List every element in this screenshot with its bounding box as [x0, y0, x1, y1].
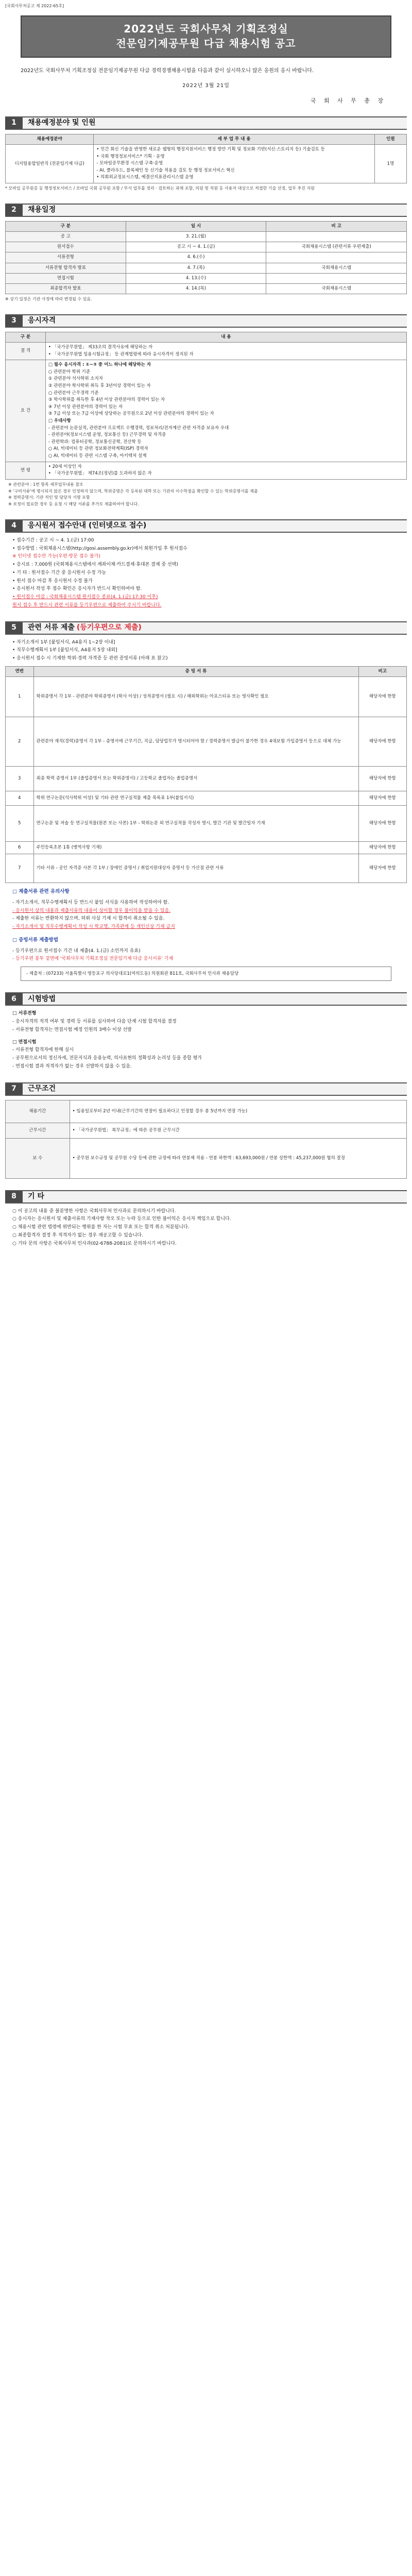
- application-item: • 응시료 : 7,000원 (국회채용시스템에서 계좌이체·카드결제·휴대폰 결제 중 선택): [12, 562, 178, 568]
- issuer: 국 회 사 무 총 장: [310, 97, 386, 104]
- schedule-note: 국회채용시스템 (관련서류 우편제출): [266, 242, 407, 252]
- doc-remark: 해당자에 한함: [358, 717, 406, 767]
- caution-item: - 제출한 서류는 반환하지 않으며, 허위 사실 기재 시 합격이 취소될 수 있음.: [12, 916, 165, 922]
- table-header: 내 용: [45, 332, 406, 342]
- table-header: 채용예정분야: [6, 134, 94, 144]
- duty-line: • 국회 행정정보서비스* 기획 · 운영: [96, 154, 165, 159]
- positions-note: * 모바일 공무원증 등 행정정보서비스 / 모바일 국회 공무원 포함 / 부서 업무를 정리 · 검토하는 과제 포함, 의원 및 직원 등 사용자 대상으로 적절한 기술 선정, 업무 추진 지원: [5, 186, 315, 191]
- section-number: 8: [5, 1191, 23, 1202]
- table-row: [6, 806, 407, 842]
- schedule-item: 면접시험: [6, 273, 126, 283]
- req-line: - 관련분야(정보시스템 운영, 정보통신 등) 근무경력 및 자격증: [48, 432, 166, 438]
- schedule-date: 4. 6.(수): [126, 252, 266, 263]
- section-title: 근무조건: [28, 1084, 56, 1093]
- doc-desc: 기타 서류 - 공인 자격증 사본 각 1부 / 장애인 증명서 / 취업지원대상자 증명서 등 가산점 관련 서류: [33, 854, 358, 883]
- doc-remark: 해당자에 한함: [358, 806, 406, 842]
- schedule-note: [266, 273, 407, 283]
- documents-table: [5, 666, 407, 883]
- application-item: • 원서접수 마감 : 국회채용시스템 원서접수 종료(4. 1.(금) 17:30 이후): [12, 595, 158, 600]
- table-header: 구 분: [6, 221, 126, 231]
- position-field: 디지털융합일반직 (전문임기제 다급): [6, 145, 94, 183]
- mail-item: - 등기우편으로 원서접수 기간 내 제출(4. 1.(금) 소인까지 유효): [12, 948, 141, 954]
- req-line: □ 우대사항: [48, 418, 71, 423]
- table-row: [6, 1100, 407, 1123]
- spacer: [12, 1035, 400, 1039]
- table-row: [6, 263, 407, 273]
- schedule-note: [266, 232, 407, 242]
- schedule-note: 국회채용시스템: [266, 283, 407, 294]
- duty-line: • 의회외교정보시스템, 예결산지표관리시스템 운영: [96, 175, 194, 180]
- exam-item: □ 면접시험: [12, 1039, 37, 1045]
- section-title: 응시원서 접수안내 (인터넷으로 접수): [28, 521, 147, 530]
- title-banner: [21, 15, 391, 58]
- notice-number: [국회사무처공고 제 2022-65호]: [5, 4, 64, 8]
- req-label: 요 건: [6, 360, 46, 462]
- duty-line: - AI, 클라우드, 블록체인 등 신기술 적용을 검토 등 행정 정보서비스 혁신: [96, 167, 235, 173]
- table-row: [6, 842, 407, 854]
- condition-value: • 「국가공무원법」 복무규정」에 따른 공무원 근무시간: [70, 1123, 406, 1138]
- caution-item: - 응시원서 상의 내용과 제출서류의 내용이 상이할 경우 불이익을 받을 수 있음.: [12, 908, 171, 913]
- etc-item: ○ 응시자는 응시원서 및 제출서류의 기재사항 착오 또는 누락 등으로 인한 불이익은 응시자 책임으로 합니다.: [12, 1216, 231, 1222]
- req-line: ○ 관련분야 근무경력 기준: [48, 390, 99, 396]
- schedule-date: 4. 14.(목): [126, 283, 266, 294]
- schedule-date: 공고 시 ~ 4. 1.(금): [126, 242, 266, 252]
- documents-intro: [12, 639, 400, 663]
- section-6-header: [5, 992, 407, 1006]
- age-line: • 20세 이상인 자: [48, 464, 82, 469]
- exam-item: - 서류전형 합격자는 면접시험 예정 인원의 3배수 이상 선발: [12, 1027, 132, 1032]
- table-header: 인원: [374, 134, 406, 144]
- doc-desc: 학위증명서 각 1부 - 관련분야 학위증명서 (학사 이상) / 성적증명서 (필요 시) / 해외학위는 아포스티유 또는 영사확인 필요: [33, 677, 358, 717]
- section-number: 5: [5, 622, 23, 634]
- doc-remark: 해당자에 한함: [358, 677, 406, 717]
- section-number: 4: [5, 520, 23, 532]
- schedule-date: 4. 7.(목): [126, 263, 266, 273]
- doc-remark: 해당자에 한함: [358, 767, 406, 791]
- doc-desc: 주민등록초본 1통 (병역사항 기재): [33, 842, 358, 854]
- doc-remark: 해당자에 한함: [358, 854, 406, 883]
- doc-no: 1: [6, 677, 34, 717]
- section-8-header: [5, 1190, 407, 1204]
- work-conditions-table: [5, 1100, 407, 1179]
- section-2-header: [5, 204, 407, 217]
- disqual-content: [45, 343, 406, 360]
- table-row: [6, 677, 407, 717]
- duty-line: - 모바일공무환경 시스템 구축·운영: [96, 161, 163, 166]
- schedule-table: [5, 221, 407, 294]
- caution-heading: □ 제출서류 관련 유의사항: [12, 889, 70, 895]
- documents-intro-line: • 응시원서 접수 시 기재한 학위·경력 자격증 등 관련 증빙서류 (아래 표 참고): [12, 656, 168, 662]
- exam-item: - 서류전형 합격자에 한해 실시: [12, 1047, 74, 1053]
- exam-item: - 공무원으로서의 정신자세, 전문지식과 응용능력, 의사표현의 정확성과 논리성 등을 종합 평가: [12, 1056, 202, 1061]
- table-header: 비고: [358, 666, 406, 676]
- section-7-header: [5, 1082, 407, 1096]
- exam-item: - 응시자격의 적격 여부 및 경력 등 서류를 심사하여 다음 단계 시험 합격자를 결정: [12, 1019, 177, 1025]
- schedule-note: [266, 252, 407, 263]
- application-item: • 응시원서 작성 후 접수 확인은 응시자가 반드시 확인하여야 함.: [12, 586, 142, 592]
- req-line: ○ AI, 빅데이터 등 관련 시스템 구축, 아키텍처 설계: [48, 453, 147, 459]
- table-row: [6, 767, 407, 791]
- table-header: 일 시: [126, 221, 266, 231]
- doc-no: 2: [6, 717, 34, 767]
- note-line: ※ 경력증명서: 기관 직인 및 담당자 서명 포함: [8, 495, 90, 500]
- disqual-line: • 「국가공무원법 임용시험규정」 등 관계법령에 따라 응시자격이 정지된 자: [48, 351, 194, 357]
- application-item: • 접수방법 : 국회채용시스템(http://gosi.assembly.go.kr)에서 회원가입 후 원서접수: [12, 546, 187, 551]
- doc-no: 5: [6, 806, 34, 842]
- section-number: 1: [5, 117, 23, 129]
- age-line: • 「국가공무원법」 제74조(정년)를 도과하지 않은 자: [48, 471, 152, 477]
- section-number: 2: [5, 205, 23, 216]
- age-content: [45, 462, 406, 479]
- req-line: ⑤ 7급 이상 또는 7급 이상에 상당하는 공무원으로 2년 이상 관련분야의 경력이 있는 자: [48, 411, 214, 417]
- section-1-header: [5, 116, 407, 130]
- schedule-item: 공 고: [6, 232, 126, 242]
- section-3-header: [5, 314, 407, 328]
- doc-remark: 해당자에 한함: [358, 791, 406, 806]
- condition-label: 채용기간: [6, 1100, 70, 1123]
- doc-desc: 학위 연구논문(석사학위 이상) 및 기타 관련 연구실적물 제출 목록표 1부(붙임서식): [33, 791, 358, 806]
- condition-label: 근무시간: [6, 1123, 70, 1138]
- section-title: 채용일정: [28, 206, 56, 214]
- position-duties: [94, 145, 374, 183]
- req-line: - 관련분야 논문실적, 관련분야 프로젝트 수행경력, 정보처리/전자계산 관련 자격증 보유자 우대: [48, 425, 229, 431]
- mail-list: [12, 947, 400, 964]
- section-title: 채용예정분야 및 인원: [28, 118, 96, 127]
- schedule-item: 최종합격자 발표: [6, 283, 126, 294]
- position-count: 1명: [374, 145, 406, 183]
- etc-item: ○ 이 공고의 내용 중 불분명한 사항은 국회사무처 인사과로 문의하시기 바랍니다.: [12, 1208, 176, 1214]
- req-line: □ 필수 응시자격 : ①~③ 중 어느 하나에 해당하는 자: [48, 362, 151, 368]
- qualification-table: [5, 332, 407, 480]
- table-row: [6, 242, 407, 252]
- doc-no: 3: [6, 767, 34, 791]
- schedule-note-text: ※ 상기 일정은 기관 사정에 따라 변경될 수 있음.: [5, 297, 92, 302]
- section-number: 7: [5, 1083, 23, 1095]
- exam-item: □ 서류전형: [12, 1011, 37, 1016]
- mail-address-box: - 제출처 : (07233) 서울특별시 영등포구 의사당대로1(여의도동) 의원회관 811호, 국회사무처 인사과 채용담당: [21, 967, 391, 981]
- caution-list: [12, 899, 400, 931]
- req-content: [45, 360, 406, 462]
- notice-page: [0, 0, 412, 1272]
- disqual-line: • 「국가공무원법」 제33조의 결격사유에 해당하는 자: [48, 345, 153, 350]
- condition-label: 보 수: [6, 1138, 70, 1178]
- req-line: ○ AI, 빅데이터 등 관련 정보화전략계획(ISP) 경력자: [48, 446, 148, 452]
- table-header: 연번: [6, 666, 34, 676]
- req-line: ③ 학사학위를 취득한 후 4년 이상 관련분야의 경력이 있는 자: [48, 397, 165, 403]
- doc-no: 7: [6, 854, 34, 883]
- age-label: 연 령: [6, 462, 46, 479]
- application-item: • 기 타 : 원서접수 기간 중 응시원서 수정 가능: [12, 570, 106, 575]
- etc-item: ○ 최종합격자 결정 후 적격자가 없는 경우 재공고할 수 있습니다.: [12, 1232, 143, 1238]
- application-warning: 원서 접수 후 반드시 관련 서류를 등기우편으로 제출하여 주시기 바랍니다.: [12, 602, 162, 608]
- application-item: • 접수기간 : 공고 시 ~ 4. 1.(금) 17:00: [12, 537, 94, 543]
- table-row: [6, 273, 407, 283]
- note-line: ※ 보정이 필요한 경우 등 요청 시 해당 서류를 추가로 제출하여야 합니다.: [8, 502, 139, 507]
- mail-item: - 등기우편 봉투 겉면에 '국회사무처 기획조정실 전문임기제 다급 응시서류' 기재: [12, 956, 174, 962]
- note-line: ※ 관련분야 : 1번 항목 세부업무내용 참조: [8, 482, 83, 487]
- table-header: 구 분: [6, 332, 46, 342]
- section-title: 응시자격: [28, 316, 56, 325]
- schedule-item: 서류전형 합격자 발표: [6, 263, 126, 273]
- table-header: 세 부 업 무 내 용: [94, 134, 374, 144]
- section-title: 시험방법: [28, 994, 56, 1003]
- section-number: 6: [5, 993, 23, 1005]
- duty-line: • 인간 회신 기술을 반영한 새로운 웹형의 행정지원서비스 행정 방안 기획 및 정보화 기반(서신·스토리지 등) 기술검토 등: [96, 147, 325, 152]
- caution-item: - 자기소개서 및 직무수행계획서 작성 시 학교명, 가족관계 등 개인신상 기재 금지: [12, 924, 175, 930]
- table-row: [6, 1138, 407, 1178]
- section-title-text: 관련 서류 제출: [28, 623, 75, 632]
- title-line-2: 전문임기제공무원 다급 채용시험 공고: [116, 37, 296, 50]
- application-item: ※ 인터넷 접수만 가능(우편·방문 접수 불가): [12, 554, 100, 560]
- condition-value: • 공무원 보수규정 및 공무원 수당 등에 관한 규정에 따라 연봉제 적용 - 연봉 하한액 : 63,693,000원 / 연봉 상한액 : 45,237,000원 협의 결정: [70, 1138, 406, 1178]
- doc-desc: 최종 학력 증명서 1부 (졸업증명서 또는 학위증명서) / 고등학교 졸업자는 졸업증명서: [33, 767, 358, 791]
- section-title: [23, 622, 142, 634]
- schedule-date: 4. 13.(수): [126, 273, 266, 283]
- section-5-header: [5, 621, 407, 635]
- etc-list: [12, 1208, 400, 1248]
- table-row: [6, 854, 407, 883]
- req-line: ① 관련분야 석사학위 소지자: [48, 376, 103, 382]
- req-line: ④ 7년 이상 관련분야의 경력이 있는 자: [48, 404, 123, 410]
- exam-item: - 면접시험 결과 적격자가 없는 경우 선발하지 않을 수 있음.: [12, 1063, 132, 1069]
- mail-heading: □ 증빙서류 제출방법: [12, 937, 59, 943]
- schedule-item: 서류전형: [6, 252, 126, 263]
- documents-intro-line: • 자기소개서 1부 [붙임서식, A4용지 1~2장 이내]: [12, 639, 115, 645]
- doc-desc: 연구논문 및 저술 등 연구실적물(원본 또는 사본) 1부 - 학위논문 외 연구실적물 작성자 명시, 발간 기관 및 발간일자 기재: [33, 806, 358, 842]
- section-number: 3: [5, 315, 23, 327]
- notice-date: 2022년 3월 21일: [182, 83, 230, 89]
- note-line: ※ '구비서류'에 명시되지 않은 경우 인정하지 않으며, 학위증명은 각 등록된 대학 또는 기관의 이수학점을 확인할 수 있는 학위증명서를 제출: [8, 488, 258, 494]
- table-row: [6, 232, 407, 242]
- table-row: [6, 1123, 407, 1138]
- documents-intro-line: • 직무수행계획서 1부 [붙임서식, A4용지 5장 내외]: [12, 648, 117, 653]
- req-line: ② 관련분야 학사학위 취득 후 3년이상 경력이 있는 자: [48, 383, 151, 389]
- exam-method-list: [12, 1010, 400, 1071]
- doc-desc: 관련분야 재직(경력)증명서 각 1부 - 증명서에 근무기간, 직급, 담당업무가 명시되어야 함 / 경력증명서 발급이 불가한 경우 4대보험 가입증명서 등으로 대체 가능: [33, 717, 358, 767]
- title-line-1: 2022년도 국회사무처 기획조정실: [124, 23, 288, 36]
- doc-no: 4: [6, 791, 34, 806]
- table-row: [6, 283, 407, 294]
- req-line: - 관련학과: 컴퓨터공학, 정보통신공학, 전산학 등: [48, 439, 142, 445]
- table-header: 비 고: [266, 221, 407, 231]
- schedule-item: 원서접수: [6, 242, 126, 252]
- caution-item: - 자기소개서, 직무수행계획서 등 반드시 붙임 서식을 사용하여 작성하여야 함.: [12, 900, 169, 905]
- schedule-date: 3. 21.(월): [126, 232, 266, 242]
- table-header: 증 빙 서 류: [33, 666, 358, 676]
- etc-item: ○ 채용시험 관련 법령에 위반되는 행위를 한 자는 시험 무효 또는 합격 취소 처분됩니다.: [12, 1225, 190, 1230]
- section-title: 기 타: [28, 1192, 44, 1200]
- table-row: [6, 252, 407, 263]
- condition-value: • 임용일로부터 2년 이내(근무기간의 연장이 필요하다고 인정할 경우 총 5년까지 연장 가능): [70, 1100, 406, 1123]
- application-item: • 원서 접수 마감 후 응시원서 수정 불가: [12, 578, 93, 584]
- qualification-notes: [5, 482, 407, 508]
- section-4-header: [5, 519, 407, 533]
- doc-no: 6: [6, 842, 34, 854]
- doc-remark: 해당자에 한함: [358, 842, 406, 854]
- positions-table: [5, 134, 407, 183]
- application-list: [12, 537, 400, 610]
- etc-item: ○ 기타 문의 사항은 국회사무처 인사과(02-6788-2081)로 문의하시기 바랍니다.: [12, 1241, 177, 1246]
- table-row: [6, 717, 407, 767]
- disqual-label: 결 격: [6, 343, 46, 360]
- schedule-note: 국회채용시스템: [266, 263, 407, 273]
- section-title-highlight: (등기우편으로 제출): [76, 623, 142, 632]
- intro-text: 2022년도 국회사무처 기획조정실 전문임기제공무원 다급 경력경쟁채용시험을 다음과 같이 실시하오니 많은 응원의 응시 바랍니다.: [21, 68, 314, 74]
- table-row: [6, 791, 407, 806]
- req-line: ○ 관련분야 학위 기준: [48, 369, 91, 375]
